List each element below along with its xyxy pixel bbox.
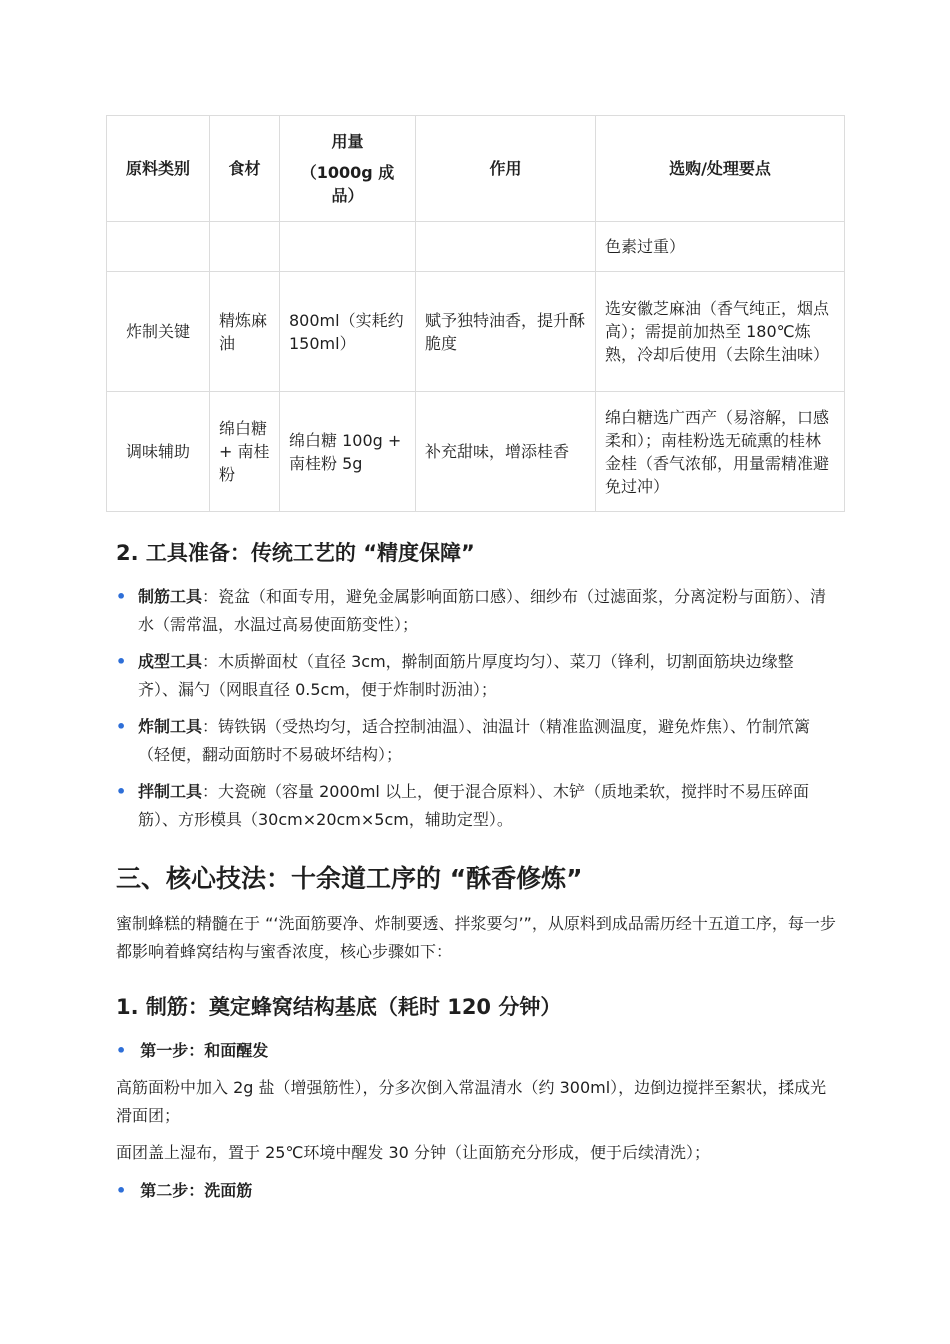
cell-tips: 色素过重） <box>596 222 845 272</box>
subsection-heading: 1. 制筋：奠定蜂窝结构基底（耗时 120 分钟） <box>116 995 562 1019</box>
header-ingredient: 食材 <box>210 116 280 222</box>
tool-description: ：大瓷碗（容量 2000ml 以上，便于混合原料）、木铲（质地柔软，搅拌时不易压碎面筋）、方形模具（30cm×20cm×5cm，辅助定型）。 <box>138 782 809 829</box>
header-quantity-line2: （1000g 成品） <box>300 163 395 205</box>
table-header-row <box>107 116 845 222</box>
core-section-heading: 三、核心技法：十余道工序的 “酥香修炼” <box>116 864 583 893</box>
tool-name: 拌制工具 <box>138 782 203 801</box>
tool-description: ：铸铁锅（受热均匀，适合控制油温）、油温计（精准监测温度，避免炸焦）、竹制笊篱（轻便，翻动面筋时不易破坏结构）； <box>138 717 811 764</box>
cell-role <box>416 222 596 272</box>
cell-category: 炸制关键 <box>107 272 210 392</box>
step-label: 第二步：洗面筋 <box>140 1181 253 1200</box>
ingredient-table <box>106 115 845 512</box>
cell-quantity: 800ml（实耗约 150ml） <box>280 272 416 392</box>
tool-name: 炸制工具 <box>138 717 203 736</box>
bullet-icon: • <box>116 652 127 671</box>
bullet-icon: • <box>116 1181 127 1200</box>
bullet-icon: • <box>116 587 127 606</box>
cell-role: 赋予独特油香，提升酥脆度 <box>416 272 596 392</box>
list-item <box>116 648 832 704</box>
header-category: 原料类别 <box>107 116 210 222</box>
cell-role: 补充甜味，增添桂香 <box>416 392 596 512</box>
tool-description: ：瓷盆（和面专用，避免金属影响面筋口感）、细纱布（过滤面浆，分离淀粉与面筋）、清水（需常温，水温过高易使面筋变性）； <box>138 587 827 634</box>
header-tips: 选购/处理要点 <box>596 116 845 222</box>
table-row <box>107 272 845 392</box>
tool-name: 成型工具 <box>138 652 203 671</box>
list-item <box>116 713 832 769</box>
cell-tips: 选安徽芝麻油（香气纯正，烟点高）；需提前加热至 180℃炼熟，冷却后使用（去除生油味） <box>596 272 845 392</box>
tools-section-heading: 2. 工具准备：传统工艺的 “精度保障” <box>116 541 475 565</box>
header-role: 作用 <box>416 116 596 222</box>
cell-quantity <box>280 222 416 272</box>
cell-tips: 绵白糖选广西产（易溶解，口感柔和）；南桂粉选无硫熏的桂林金桂（香气浓郁，用量需精准避免过冲） <box>596 392 845 512</box>
cell-quantity: 绵白糖 100g + 南桂粉 5g <box>280 392 416 512</box>
cell-ingredient <box>210 222 280 272</box>
tool-description: ：木质擀面杖（直径 3cm，擀制面筋片厚度均匀）、菜刀（锋利，切割面筋块边缘整齐）、漏勺（网眼直径 0.5cm，便于炸制时沥油）； <box>138 652 794 699</box>
cell-category: 调味辅助 <box>107 392 210 512</box>
tools-list <box>116 583 832 843</box>
step-one-text-2: 面团盖上湿布，置于 25℃环境中醒发 30 分钟（让面筋充分形成，便于后续清洗）； <box>116 1143 710 1162</box>
cell-ingredient: 精炼麻油 <box>210 272 280 392</box>
bullet-icon: • <box>116 782 127 801</box>
bullet-icon: • <box>116 1041 127 1060</box>
cell-ingredient: 绵白糖 + 南桂粉 <box>210 392 280 512</box>
header-quantity-line1: 用量 <box>331 132 364 151</box>
list-item <box>116 778 832 834</box>
header-quantity <box>280 116 416 222</box>
list-item <box>116 583 832 639</box>
step-label: 第一步：和面醒发 <box>140 1041 269 1060</box>
cell-category <box>107 222 210 272</box>
tool-name: 制筋工具 <box>138 587 203 606</box>
table-row <box>107 222 845 272</box>
step-one-text-1: 高筋面粉中加入 2g 盐（增强筋性），分多次倒入常温清水（约 300ml），边倒边搅拌至絮状，揉成光滑面团； <box>116 1078 827 1125</box>
core-intro-paragraph: 蜜制蜂糕的精髓在于 “‘洗面筋要净、炸制要透、拌浆要匀’”，从原料到成品需历经十五道工序，每一步都影响着蜂窝结构与蜜香浓度，核心步骤如下： <box>116 914 836 961</box>
table-row <box>107 392 845 512</box>
step-one-heading <box>116 1039 268 1063</box>
step-two-heading <box>116 1179 252 1203</box>
bullet-icon: • <box>116 717 127 736</box>
